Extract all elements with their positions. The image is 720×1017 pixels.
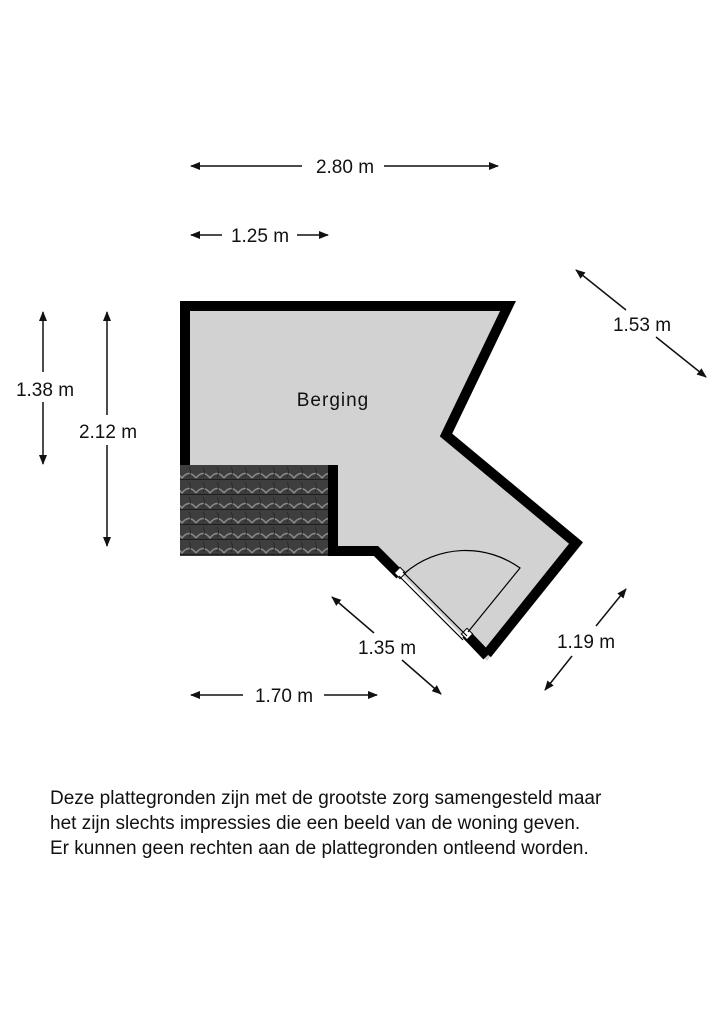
dimension-top-width	[191, 157, 498, 178]
disclaimer-line-3: Er kunnen geen rechten aan de plattegronden ontleend worden.	[50, 838, 589, 859]
dimension-bottom-width	[191, 686, 377, 707]
dimension-diag-bottom-mid	[332, 597, 441, 694]
disclaimer	[50, 786, 700, 861]
dimension-label-left-full: 2.12 m	[78, 422, 138, 443]
dimension-top-partial	[191, 226, 328, 247]
dimension-left-short	[16, 312, 74, 464]
roof-tiles	[180, 465, 330, 556]
dimension-label-bottom-width: 1.70 m	[254, 686, 314, 707]
disclaimer-line-1: Deze plattegronden zijn met de grootste zorg samengesteld maar	[50, 788, 602, 809]
disclaimer-line-2: het zijn slechts impressies die een beeld van de woning geven.	[50, 813, 581, 834]
dimension-label-diag-top-right: 1.53 m	[612, 315, 672, 336]
dimension-diag-bottom-right	[545, 589, 626, 690]
dimension-label-top-width: 2.80 m	[315, 157, 375, 178]
dimension-left-full	[79, 312, 137, 546]
dimension-label-left-short: 1.38 m	[15, 380, 75, 401]
dimension-diag-top-right	[576, 270, 706, 377]
dimension-label-diag-bottom-mid: 1.35 m	[357, 638, 417, 659]
room-label: Berging	[296, 390, 370, 411]
dimension-label-top-partial: 1.25 m	[230, 226, 290, 247]
dimension-label-diag-bottom-right: 1.19 m	[556, 632, 616, 653]
